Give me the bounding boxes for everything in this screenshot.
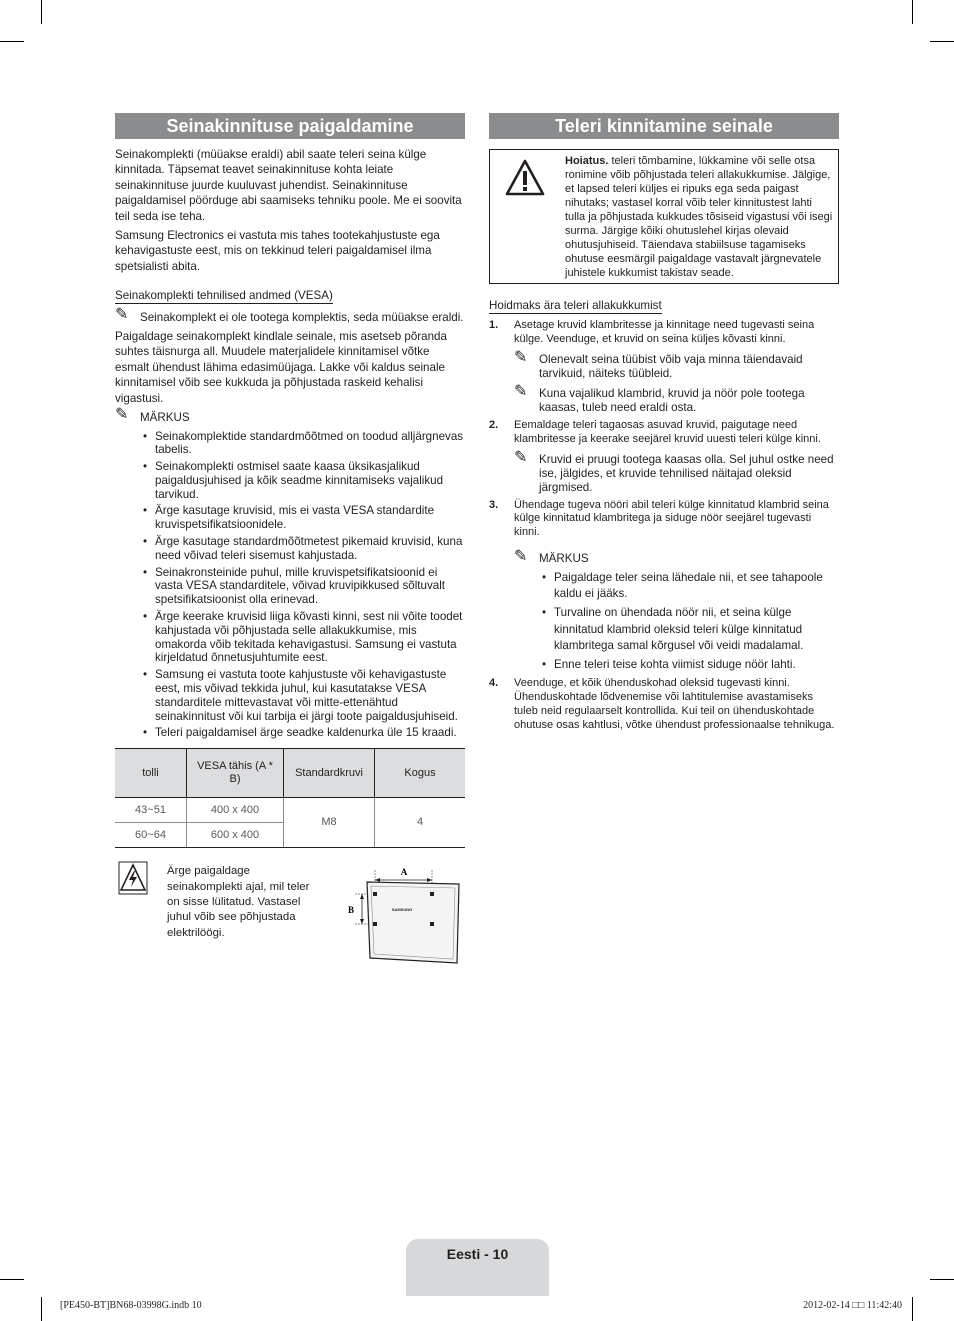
pencil-icon: ✎ (514, 547, 528, 565)
crop-mark (912, 0, 913, 24)
bullet-list (514, 570, 839, 673)
note-heading (115, 406, 465, 425)
steps-list (489, 319, 839, 732)
page-number: Eesti - 10 (446, 1246, 509, 1262)
crop-mark (41, 1297, 42, 1321)
subhead-vesa: Seinakomplekti tehnilised andmed (VESA) (115, 289, 333, 303)
column-header: Standardkruvi (284, 749, 375, 798)
body-paragraph: Paigaldage seinakomplekt kindlale seinale, mis asetseb põranda suhtes täisnurga all. Muudele materjalidele kinnitamisel võtke esmalt ühendust lähima edasimüüjaga. Lakke või kaldus seinale kinnitamisel võib see kukkuda ja põhjustada raskeid kehalisi vigastusi. (115, 330, 447, 405)
crop-mark (930, 41, 954, 42)
note: ✎ Olenevalt seina tüübist võib vaja minna täiendavaid tarvikuid, näiteks tüübleid. (514, 349, 803, 380)
crop-mark (0, 41, 24, 42)
left-column (115, 113, 465, 978)
pencil-icon: ✎ (514, 383, 528, 400)
print-slug-file: [PE450-BT]BN68-03998G.indb 10 (60, 1300, 202, 1311)
note-label: MÄRKUS (140, 411, 190, 425)
list-item: • Enne teleri teise kohta viimist siduge nöör lahti. (554, 657, 839, 673)
right-column (489, 113, 839, 736)
list-item: • Seinakronsteinide puhul, mille kruvispetsifikatsioonid ei vasta VESA standarditele, võivad kruvipikkused sõltuvalt spetsifikatsioonist olla erinevad. (155, 566, 465, 607)
step-item: 3. Ühendage tugeva nööri abil teleri külge kinnitatud klambrid seina külge kinnitatud klambritega ja siduge nöör seejärel tugevasti kinni. ✎ MÄRKUS • Paigaldage teler seina lähedale nii, et see tahapoole kaldu ei jääks. • Turvaline on ühendada nöör nii, et seina külge kinnitatud klambrid oleksid teleri külge kinnitatud klambritega samal kõrgusel või veidi madalamal. • Enne teleri teise kohta viimist siduge nöör lahti. (489, 499, 839, 674)
pencil-icon: ✎ (514, 448, 528, 466)
table-cell: 43~51 (115, 798, 187, 823)
tip-over-warning-box (489, 149, 839, 284)
section-title-securing-tv: Teleri kinnitamine seinale (489, 113, 839, 139)
column-header: Kogus (375, 749, 466, 798)
section-title-wall-mount: Seinakinnituse paigaldamine (115, 113, 465, 139)
table-cell: 4 (375, 798, 466, 848)
crop-mark (41, 0, 42, 24)
intro-paragraph: Samsung Electronics ei vastuta mis tahes tootekahjustuste ega kehavigastuste eest, mis on tekkinud teleri paigaldamisel ilma spetsialisti abita. (115, 229, 440, 273)
list-item: • Ärge kasutage kruvisid, mis ei vasta VESA standardite kruvispetsifikatsioonidele. (155, 504, 465, 532)
crop-mark (912, 1297, 913, 1321)
warning-triangle-icon (504, 158, 546, 198)
table-cell: 600 x 400 (187, 823, 284, 848)
step-item: 4. Veenduge, et kõik ühenduskohad oleksid tugevasti kinni. Ühenduskohtade lõdvenemise või lahtitulemise avastamiseks tuleb neid regulaarselt kontrollida. Kui teil on ühenduskohtade ohutuse osas kahtlusi, võtke ühendust professionaalse tehnikuga. (489, 677, 835, 731)
list-item: • Ärge kasutage standardmõõtmetest pikemaid kruvisid, kuna need võivad teleri sisemust kahjustada. (155, 535, 465, 563)
column-header: VESA tähis (A * B) (187, 749, 284, 798)
pencil-icon: ✎ (115, 305, 129, 323)
list-item: • Turvaline on ühendada nöör nii, et seina külge kinnitatud klambrid oleksid teleri külge kinnitatud klambritega samal kõrgusel või veidi madalamal. (554, 605, 839, 654)
note-text: Seinakomplekt ei ole tootega komplektis, seda müüakse eraldi. (140, 310, 464, 324)
list-item: • Ärge keerake kruvisid liiga kõvasti kinni, sest nii võite toodet kahjustada või põhjustada selle allakukkumise, mis omakorda võib tekitada kehavigastusi. Samsung ei vastuta kirjeldatud õnnetusjuhtumite eest. (155, 610, 465, 665)
table-header-row (115, 749, 465, 798)
bullet-list (115, 430, 465, 741)
tv-back-diagram (337, 858, 462, 970)
note (115, 305, 465, 325)
column-header: tolli (115, 749, 187, 798)
dimension-b-label: B (347, 905, 355, 916)
step-item: 1. Asetage kruvid klambritesse ja kinnitage need tugevasti seina külge. Veenduge, et kruvid on seina küljes kõvasti kinni. ✎ Olenevalt seina tüübist võib vaja minna täiendavaid tarvikuid, näiteks tüübleid. ✎ Kuna vajalikud klambrid, kruvid ja nöör pole tootega kaasas, tuleb need eraldi osta. (489, 319, 839, 415)
list-item: • Teleri paigaldamisel ärge seadke kaldenurka üle 15 kraadi. (155, 726, 465, 740)
subhead-prevent-falling: Hoidmaks ära teleri allakukkumist (489, 299, 662, 312)
list-item: • Paigaldage teler seina lähedale nii, et see tahapoole kaldu ei jääks. (554, 570, 839, 602)
tip-over-warning-text: Hoiatus. teleri tõmbamine, lükkamine või selle otsa ronimine võib põhjustada teleri allakukkumise. Jälgige, et lapsed teleri küljes ei ripuks ega seda paigast nihutaks; vastasel korral võib teler kinnitustest lahti tulla ja põhjustada kukkudes tõsiseid vigastusi või isegi surma. Järgige kõiki ohutuslehel kirjas olevaid ohutusjuhiseid. Täiendava stabiilsuse tagamiseks ohutuse eesmärgil paigaldage vastavalt järgnevatele juhistele kukkumist takistav seade. (565, 155, 833, 279)
note-heading: ✎ MÄRKUS (514, 547, 589, 565)
samsung-logo: SAMSUNG (391, 907, 413, 913)
electric-shock-icon (118, 861, 148, 895)
list-item: • Samsung ei vastuta toote kahjustuste või kehavigastuste eest, mis võivad tekkida juhul, kui kasutatakse VESA standarditele mittevastavat või mitte-ettenähtud seinakinnitust või kui tarbija ei järgi toote paigaldusjuhiseid. (155, 668, 465, 723)
list-item: • Seinakomplekti ostmisel saate kaasa üksikasjalikud paigaldusjuhised ja kõik seadme kinnitamiseks vajalikud tarvikud. (155, 460, 465, 501)
table-cell: 60~64 (115, 823, 187, 848)
vesa-spec-table (115, 748, 465, 848)
crop-mark (0, 1279, 24, 1280)
pencil-icon: ✎ (514, 349, 528, 366)
print-slug-date: 2012-02-14 □□ 11:42:40 (803, 1300, 902, 1311)
table-cell: 400 x 400 (187, 798, 284, 823)
shock-warning-text: Ärge paigaldage seinakomplekti ajal, mil teler on sisse lülitatud. Vastasel juhul võib see põhjustada elektrilöögi. (167, 865, 310, 939)
pencil-icon: ✎ (115, 406, 129, 424)
page-number-tab (406, 1239, 549, 1296)
dimension-a-label: A (400, 867, 408, 878)
note: ✎ Kruvid ei pruugi tootega kaasas olla. Sel juhul ostke need ise, jälgides, et kruvide tehnilised näitajad oleksid järgmised. (514, 448, 834, 494)
shock-warning (115, 858, 465, 978)
table-row (115, 798, 465, 823)
step-item: 2. Eemaldage teleri tagaosas asuvad kruvid, paigutage need klambritesse ja keerake seejärel kruvid uuesti teleri külge kinni. ✎ Kruvid ei pruugi tootega kaasas olla. Sel juhul ostke need ise, jälgides, et kruvide tehnilised näitajad oleksid järgmised. (489, 419, 839, 495)
list-item: • Seinakomplektide standardmõõtmed on toodud alljärgnevas tabelis. (155, 430, 465, 458)
intro-paragraph: Seinakomplekti (müüakse eraldi) abil saate teleri seina külge kinnitada. Täpsemat teavet seinakinnituse kohta leiate seinakinnituse juurde kuuluvast juhendist. Seinakinnituse paigaldamisel pöörduge abi saamiseks tehniku poole. Me ei soovita teil seda ise teha. (115, 148, 462, 223)
crop-mark (930, 1279, 954, 1280)
table-cell: M8 (284, 798, 375, 848)
note: ✎ Kuna vajalikud klambrid, kruvid ja nöör pole tootega kaasas, tuleb need eraldi osta. (514, 383, 805, 414)
